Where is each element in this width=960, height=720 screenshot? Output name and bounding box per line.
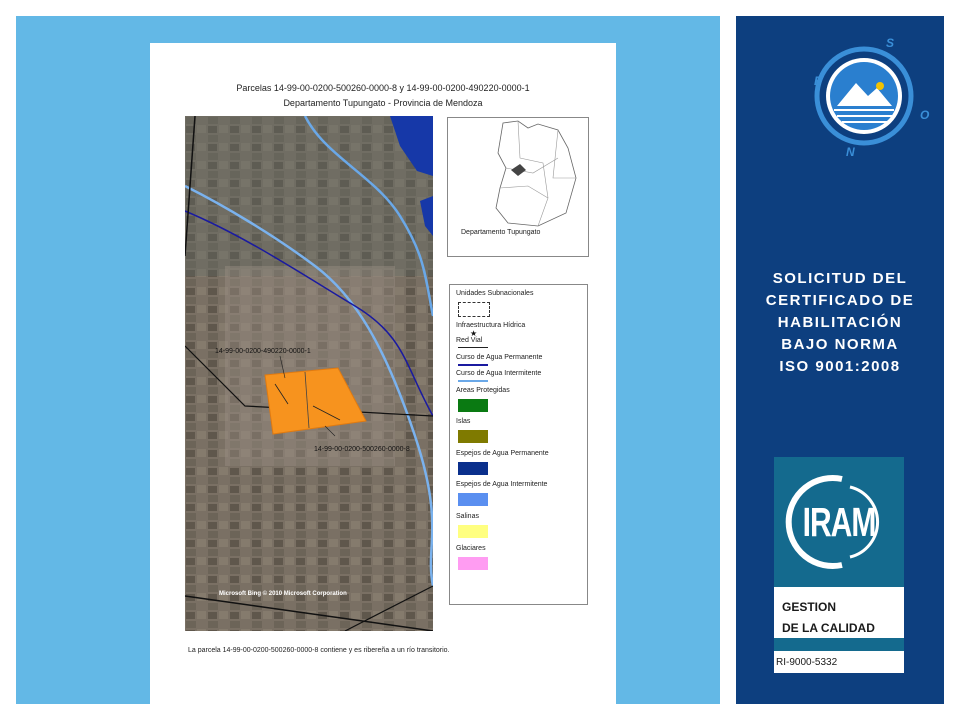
inset-map-label: Departamento Tupungato xyxy=(461,229,541,236)
legend-item-label: Curso de Agua Intermitente xyxy=(456,370,542,377)
legend-item-label: Islas xyxy=(456,418,471,425)
legend-item-label: Areas Protegidas xyxy=(456,387,510,394)
legend-item-label: Espejos de Agua Intermitente xyxy=(456,481,548,488)
headline-line2: CERTIFICADO DE xyxy=(765,292,915,309)
legend-item-label: Infraestructura Hídrica xyxy=(456,322,526,329)
compass-south-label: S xyxy=(886,36,895,50)
tupungato-region xyxy=(511,164,526,176)
compass-east-label: E xyxy=(814,74,823,88)
satellite-map xyxy=(185,116,433,631)
star-icon: ★ xyxy=(470,329,478,338)
iram-code: RI-9000-5332 xyxy=(776,657,838,668)
legend-item-label: Red Vial xyxy=(456,337,483,344)
document-page xyxy=(150,43,616,704)
legend-swatch xyxy=(458,525,488,538)
legend-item-label: Espejos de Agua Permanente xyxy=(456,450,549,457)
parcel-label-2: 14-99-00-0200-500260-0000-8 xyxy=(314,446,410,453)
map-copyright: Microsoft Bing © 2010 Microsoft Corporation xyxy=(219,591,347,597)
legend-item-label: Salinas xyxy=(456,513,479,520)
document-title-line2: Departamento Tupungato - Provincia de Mendoza xyxy=(283,98,483,108)
left-panel xyxy=(16,16,720,704)
iram-logo-text: IRAM xyxy=(802,501,876,546)
legend-swatch xyxy=(458,462,488,475)
legend-swatch xyxy=(458,399,488,412)
compass-logo-icon xyxy=(812,28,932,158)
iram-bar xyxy=(774,638,904,651)
legend-item-label: Glaciares xyxy=(456,545,486,552)
legend-dashed-swatch xyxy=(458,302,490,317)
legend-line xyxy=(458,364,488,366)
headline-line5: ISO 9001:2008 xyxy=(779,358,901,375)
iram-line1: GESTION xyxy=(782,600,837,614)
inset-map-graphic xyxy=(448,118,588,228)
legend-line xyxy=(458,347,488,348)
satellite-map-graphic xyxy=(185,116,433,631)
legend-swatch xyxy=(458,557,488,570)
compass-north-label: N xyxy=(846,145,855,159)
document-title-line1: Parcelas 14-99-00-0200-500260-0000-8 y 14-99-00-0200-490220-0000-1 xyxy=(236,83,530,93)
legend-item-label: Curso de Agua Permanente xyxy=(456,354,543,361)
headline-line4: BAJO NORMA xyxy=(781,336,899,353)
iram-line2: DE LA CALIDAD xyxy=(782,621,875,635)
legend-swatch xyxy=(458,430,488,443)
legend-swatch xyxy=(458,493,488,506)
inset-map xyxy=(447,117,589,257)
iram-badge xyxy=(774,457,904,673)
document-footnote: La parcela 14-99-00-0200-500260-0000-8 contiene y es ribereña a un río transitorio. xyxy=(188,647,450,654)
right-panel xyxy=(736,16,944,704)
map-legend xyxy=(449,284,588,605)
compass-west-label: O xyxy=(920,108,930,122)
legend-item-label: Unidades Subnacionales xyxy=(456,290,534,297)
iram-logo-area xyxy=(774,457,904,587)
parcel-label-1: 14-99-00-0200-490220-0000-1 xyxy=(215,348,311,355)
legend-line xyxy=(458,380,488,382)
headline-line1: SOLICITUD DEL xyxy=(772,270,908,287)
headline xyxy=(736,268,944,378)
headline-line3: HABILITACIÓN xyxy=(777,314,903,331)
